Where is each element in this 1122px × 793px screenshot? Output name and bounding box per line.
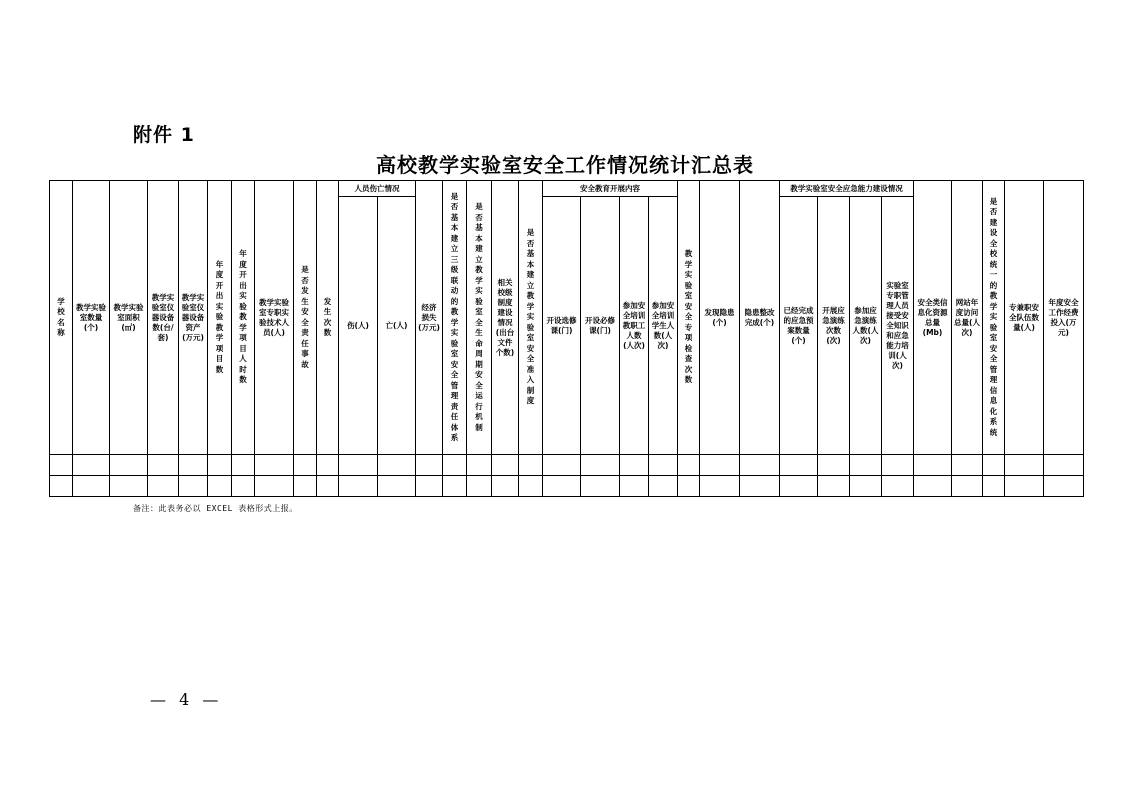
group-education: 安全教育开展内容 xyxy=(543,181,678,197)
table-cell[interactable] xyxy=(179,476,208,497)
table-cell[interactable] xyxy=(850,455,882,476)
col-lab-count xyxy=(73,181,110,455)
col-info-resources xyxy=(914,181,952,455)
col-info-system xyxy=(983,181,1005,455)
col-occurrences xyxy=(317,181,339,455)
col-label: 是否基本建立教学实验室安全准入制度 xyxy=(526,228,535,406)
table-cell[interactable] xyxy=(1005,476,1044,497)
col-required-courses xyxy=(581,197,620,455)
table-cell[interactable] xyxy=(317,476,339,497)
col-lifecycle-mechanism xyxy=(467,181,492,455)
col-label: 伤(人) xyxy=(347,320,369,330)
col-label: 经济损失(万元) xyxy=(418,302,440,332)
col-elective-courses xyxy=(543,197,581,455)
table-cell[interactable] xyxy=(581,476,620,497)
col-label: 实验室专职管理人员接受安全知识和应急能力培训(人次) xyxy=(886,280,909,370)
table-cell[interactable] xyxy=(416,455,443,476)
table-cell[interactable] xyxy=(581,455,620,476)
col-label: 隐患整改完成(个) xyxy=(744,307,775,327)
table-cell[interactable] xyxy=(1005,455,1044,476)
col-label: 专兼职安全队伍数量(人) xyxy=(1009,302,1039,332)
col-hazards-fixed xyxy=(740,181,780,455)
table-cell[interactable] xyxy=(620,476,649,497)
col-label: 是否发生安全责任事故 xyxy=(301,265,309,369)
table-cell[interactable] xyxy=(50,476,73,497)
col-economic-loss xyxy=(416,181,443,455)
col-lab-staff-training xyxy=(882,197,914,455)
col-label: 亡(人) xyxy=(385,320,408,330)
table-cell[interactable] xyxy=(339,476,378,497)
group-casualty: 人员伤亡情况 xyxy=(339,181,416,197)
col-label: 年度开出实验教学项目人时数 xyxy=(239,249,247,385)
col-plans-completed xyxy=(780,197,818,455)
col-students-trained xyxy=(649,197,678,455)
table-cell[interactable] xyxy=(378,455,416,476)
table-cell[interactable] xyxy=(443,476,467,497)
col-injured xyxy=(339,197,378,455)
table-cell[interactable] xyxy=(317,455,339,476)
col-regulations xyxy=(492,181,519,455)
table-cell[interactable] xyxy=(780,476,818,497)
table-cell[interactable] xyxy=(294,476,317,497)
col-label: 参加安全培训学生人数(人次) xyxy=(651,300,675,350)
table-cell[interactable] xyxy=(678,476,700,497)
table-cell[interactable] xyxy=(179,455,208,476)
table-cell[interactable] xyxy=(983,476,1005,497)
col-label: 教学实验室仪器设备资产(万元) xyxy=(181,292,205,342)
table-cell[interactable] xyxy=(952,455,983,476)
statistics-table xyxy=(49,180,1084,497)
table-cell[interactable] xyxy=(232,476,255,497)
table-cell[interactable] xyxy=(818,455,850,476)
footnote: 备注：此表务必以 EXCEL 表格形式上报。 xyxy=(133,504,298,513)
col-label: 参加安全培训教职工人数(人次) xyxy=(622,300,646,350)
col-label: 是否基本建立三级联动的教学实验室安全管理责任体系 xyxy=(450,191,459,442)
col-school-name xyxy=(50,181,73,455)
table-cell[interactable] xyxy=(620,455,649,476)
table-cell[interactable] xyxy=(73,455,110,476)
table-cell[interactable] xyxy=(740,476,780,497)
table-cell[interactable] xyxy=(740,455,780,476)
table-cell[interactable] xyxy=(649,476,678,497)
col-drills xyxy=(818,197,850,455)
table-cell[interactable] xyxy=(780,455,818,476)
col-annual-investment xyxy=(1044,181,1084,455)
table-cell[interactable] xyxy=(110,476,148,497)
table-cell[interactable] xyxy=(543,455,581,476)
table-cell[interactable] xyxy=(255,455,294,476)
table-cell[interactable] xyxy=(882,455,914,476)
col-technicians xyxy=(255,181,294,455)
table-cell[interactable] xyxy=(339,455,378,476)
col-label: 开设选修课(门) xyxy=(546,315,577,335)
table-cell[interactable] xyxy=(1044,476,1084,497)
col-accident-flag xyxy=(294,181,317,455)
table-cell[interactable] xyxy=(294,455,317,476)
table-cell[interactable] xyxy=(914,476,952,497)
attachment-label: 附件 1 xyxy=(133,124,195,146)
col-label: 开展应急演练次数(次) xyxy=(822,305,845,345)
col-teaching-hours xyxy=(232,181,255,455)
col-access-system xyxy=(519,181,543,455)
table-cell[interactable] xyxy=(492,455,519,476)
table-cell[interactable] xyxy=(443,455,467,476)
table-cell[interactable] xyxy=(700,476,740,497)
col-teaching-projects xyxy=(208,181,232,455)
table-cell[interactable] xyxy=(649,455,678,476)
col-label: 学校名称 xyxy=(57,296,65,337)
table-cell[interactable] xyxy=(73,476,110,497)
col-drill-participants xyxy=(850,197,882,455)
table-cell[interactable] xyxy=(208,455,232,476)
table-row xyxy=(50,455,1084,476)
table-cell[interactable] xyxy=(818,476,850,497)
table-cell[interactable] xyxy=(1044,455,1084,476)
col-three-level-system xyxy=(443,181,467,455)
col-label: 开设必修课(门) xyxy=(585,315,615,335)
table-title: 高校教学实验室安全工作情况统计汇总表 xyxy=(376,153,754,177)
table-cell[interactable] xyxy=(50,455,73,476)
col-label: 是否基本建立教学实验室全生命周期安全运行机制 xyxy=(475,202,483,432)
col-lab-area xyxy=(110,181,148,455)
col-staff-trained xyxy=(620,197,649,455)
col-site-visits xyxy=(952,181,983,455)
table-cell[interactable] xyxy=(519,476,543,497)
col-label: 安全类信息化资源总量(Mb) xyxy=(917,297,948,337)
col-inspections xyxy=(678,181,700,455)
col-label: 教学实验室数量(个) xyxy=(76,302,106,332)
col-dead xyxy=(378,197,416,455)
table-cell[interactable] xyxy=(467,476,492,497)
col-label: 网站年度访问总量(人次) xyxy=(954,297,980,337)
col-hazards-found xyxy=(700,181,740,455)
col-label: 相关校级制度建设情况(出台文件个数) xyxy=(495,277,515,357)
table-cell[interactable] xyxy=(914,455,952,476)
col-label: 已经完成的应急预案数量(个) xyxy=(783,305,814,345)
table-cell[interactable] xyxy=(255,476,294,497)
table-cell[interactable] xyxy=(700,455,740,476)
page-number: — 4 — xyxy=(150,690,223,709)
col-label: 年度开出实验教学项目数 xyxy=(215,259,224,374)
table-row xyxy=(50,476,1084,497)
table-cell[interactable] xyxy=(148,455,179,476)
col-equipment-assets xyxy=(179,181,208,455)
table-cell[interactable] xyxy=(110,455,148,476)
table-cell[interactable] xyxy=(983,455,1005,476)
table-cell[interactable] xyxy=(378,476,416,497)
table-cell[interactable] xyxy=(519,455,543,476)
table-cell[interactable] xyxy=(678,455,700,476)
table-cell[interactable] xyxy=(148,476,179,497)
table-cell[interactable] xyxy=(416,476,443,497)
table-cell[interactable] xyxy=(543,476,581,497)
table-cell[interactable] xyxy=(467,455,492,476)
table-cell[interactable] xyxy=(232,455,255,476)
table-cell[interactable] xyxy=(492,476,519,497)
table-cell[interactable] xyxy=(208,476,232,497)
col-label: 发生次数 xyxy=(323,296,332,337)
table-cell[interactable] xyxy=(850,476,882,497)
col-label: 教学实验室专职实验技术人员(人) xyxy=(259,297,289,337)
col-label: 年度安全工作经费投入(万元) xyxy=(1048,297,1079,337)
col-label: 发现隐患(个) xyxy=(704,307,735,327)
table-body xyxy=(50,455,1084,497)
col-label: 是否建设全校统一的教学实验室安全管理信息化系统 xyxy=(989,196,998,437)
col-equipment-count xyxy=(148,181,179,455)
col-label: 教学实验室安全专项检查次数 xyxy=(684,249,693,385)
group-emergency: 教学实验室安全应急能力建设情况 xyxy=(780,181,914,197)
table-cell[interactable] xyxy=(952,476,983,497)
table-cell[interactable] xyxy=(882,476,914,497)
col-team-size xyxy=(1005,181,1044,455)
col-label: 教学实验室仪器设备数(台/套) xyxy=(151,292,175,342)
col-label: 教学实验室面积(㎡) xyxy=(113,302,144,332)
col-label: 参加应急演练人数(人次) xyxy=(852,305,879,345)
